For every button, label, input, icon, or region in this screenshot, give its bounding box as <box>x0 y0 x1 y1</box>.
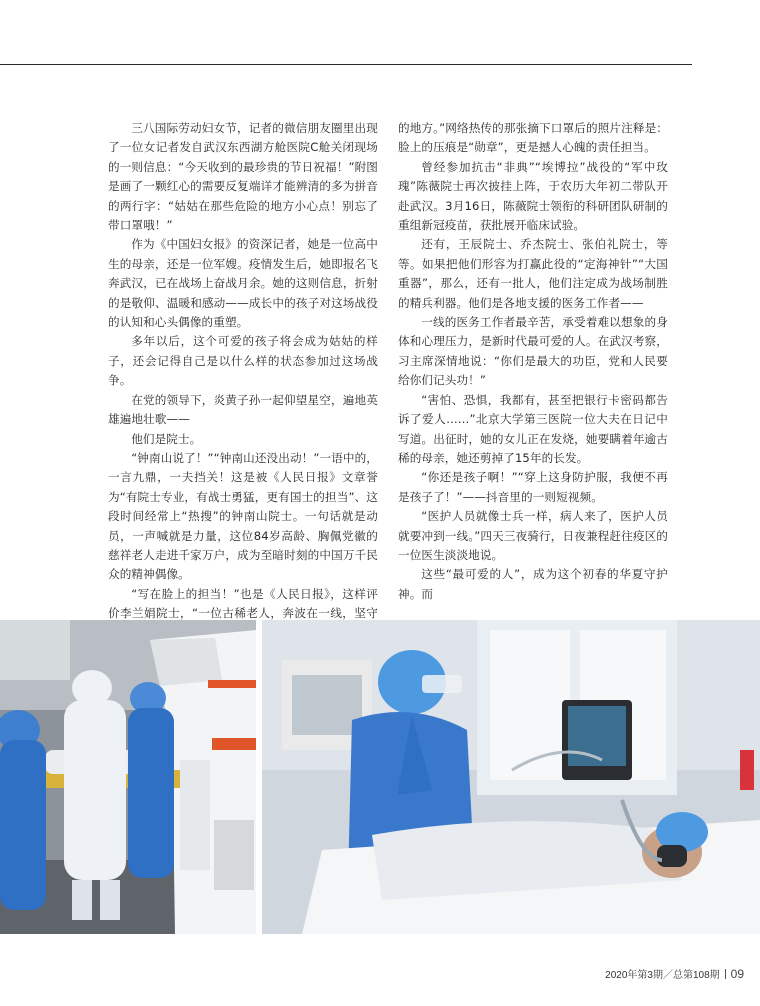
issue-info: 2020年第3期／总第108期 <box>605 970 720 981</box>
paragraph: “医护人员就像士兵一样，病人来了，医护人员就要冲到一线。”四天三夜骑行，日夜兼程赶往疫区的一位医生淡淡地说。 <box>398 509 668 562</box>
paragraph: 一线的医务工作者最辛苦，承受着难以想象的身体和心理压力，是新时代最可爱的人。在武汉考察，习主席深情地说：“你们是最大的功臣，党和人民要给你们记头功！” <box>398 315 668 388</box>
paragraph: 三八国际劳动妇女节，记者的微信朋友圈里出现了一位女记者发自武汉东西湖方舱医院C舱关闭现场的一则信息：“今天收到的最珍贵的节日祝福！”附图是画了一颗红心的需要反复端详才能辨清的多为拼音的两行字：“姑姑在那些危险的地方小心点！别忘了带口罩哦！” <box>108 121 378 233</box>
paragraph: “写在脸上的担当！”也是《人民日报》，这样评价李兰娟院士，“一位古稀老人，奔波在一线，坚守 <box>108 586 378 621</box>
article-column-right <box>398 119 668 604</box>
paragraph: “钟南山说了！”“钟南山还没出动！”一语中的，一言九鼎，一夫挡关！这是被《人民日报》文章誉为“有院士专业，有战士勇猛，更有国士的担当”、这段时间经常上“热搜”的钟南山院士。一句话就是动员，一声喊就是力量，这位84岁高龄、胸佩党徽的慈祥老人走进千家万户，成为至暗时刻的中国万千民众的精神偶像。 <box>108 450 378 582</box>
paragraph: 在党的领导下，炎黄子孙一起仰望星空，遍地英雄遍地壮歌—— <box>108 392 378 427</box>
page-footer <box>605 966 744 981</box>
paragraph: 作为《中国妇女报》的资深记者，她是一位高中生的母亲，还是一位军嫂。疫情发生后，她即报名飞奔武汉，已在战场上奋战月余。她的这则信息，折射的是敬仰、温暖和感动——成长中的孩子对这场战役的认知和心头偶像的重塑。 <box>108 237 378 330</box>
photo-ambulance-transfer <box>0 620 256 934</box>
paragraph: 还有，王辰院士、乔杰院士、张伯礼院士，等等。如果把他们形容为打赢此役的“定海神针”“大国重器”，那么，还有一批人，他们注定成为战场制胜的精兵利器。他们是各地支援的医务工作者—— <box>398 237 668 310</box>
page-number: 09 <box>730 967 744 981</box>
header-rule <box>0 64 692 65</box>
paragraph: “你还是孩子啊！”“穿上这身防护服，我便不再是孩子了！”——抖音里的一则短视频。 <box>398 470 668 504</box>
article-column-left <box>108 119 378 643</box>
footer-divider <box>725 969 726 979</box>
paragraph: 曾经参加抗击“非典”“埃博拉”战役的“军中玫瑰”陈薇院士再次披挂上阵，于农历大年初二带队开赴武汉。3月16日，陈薇院士领衔的科研团队研制的重组新冠疫苗，获批展开临床试验。 <box>398 159 668 233</box>
photo-ambulance-illustration <box>0 620 256 934</box>
photo-icu-illustration <box>262 620 760 934</box>
paragraph: 他们是院士。 <box>131 431 202 446</box>
paragraph-continued: 的地方。”网络热传的那张摘下口罩后的照片注释是：脸上的压痕是“勋章”，更是撼人心魄的责任担当。 <box>398 121 668 155</box>
paragraph: 多年以后，这个可爱的孩子将会成为姑姑的样子，还会记得自己是以什么样的状态参加过这场战争。 <box>108 334 378 388</box>
paragraph: 这些“最可爱的人”，成为这个初春的华夏守护神。而 <box>398 567 668 601</box>
paragraph: “害怕、恐惧，我都有，甚至把银行卡密码都告诉了爱人……”北京大学第三医院一位大夫在日记中写道。出征时，她的女儿正在发烧，她要瞒着年逾古稀的母亲，她还剪掉了15年的长发。 <box>398 392 668 465</box>
photo-icu-care <box>262 620 760 934</box>
